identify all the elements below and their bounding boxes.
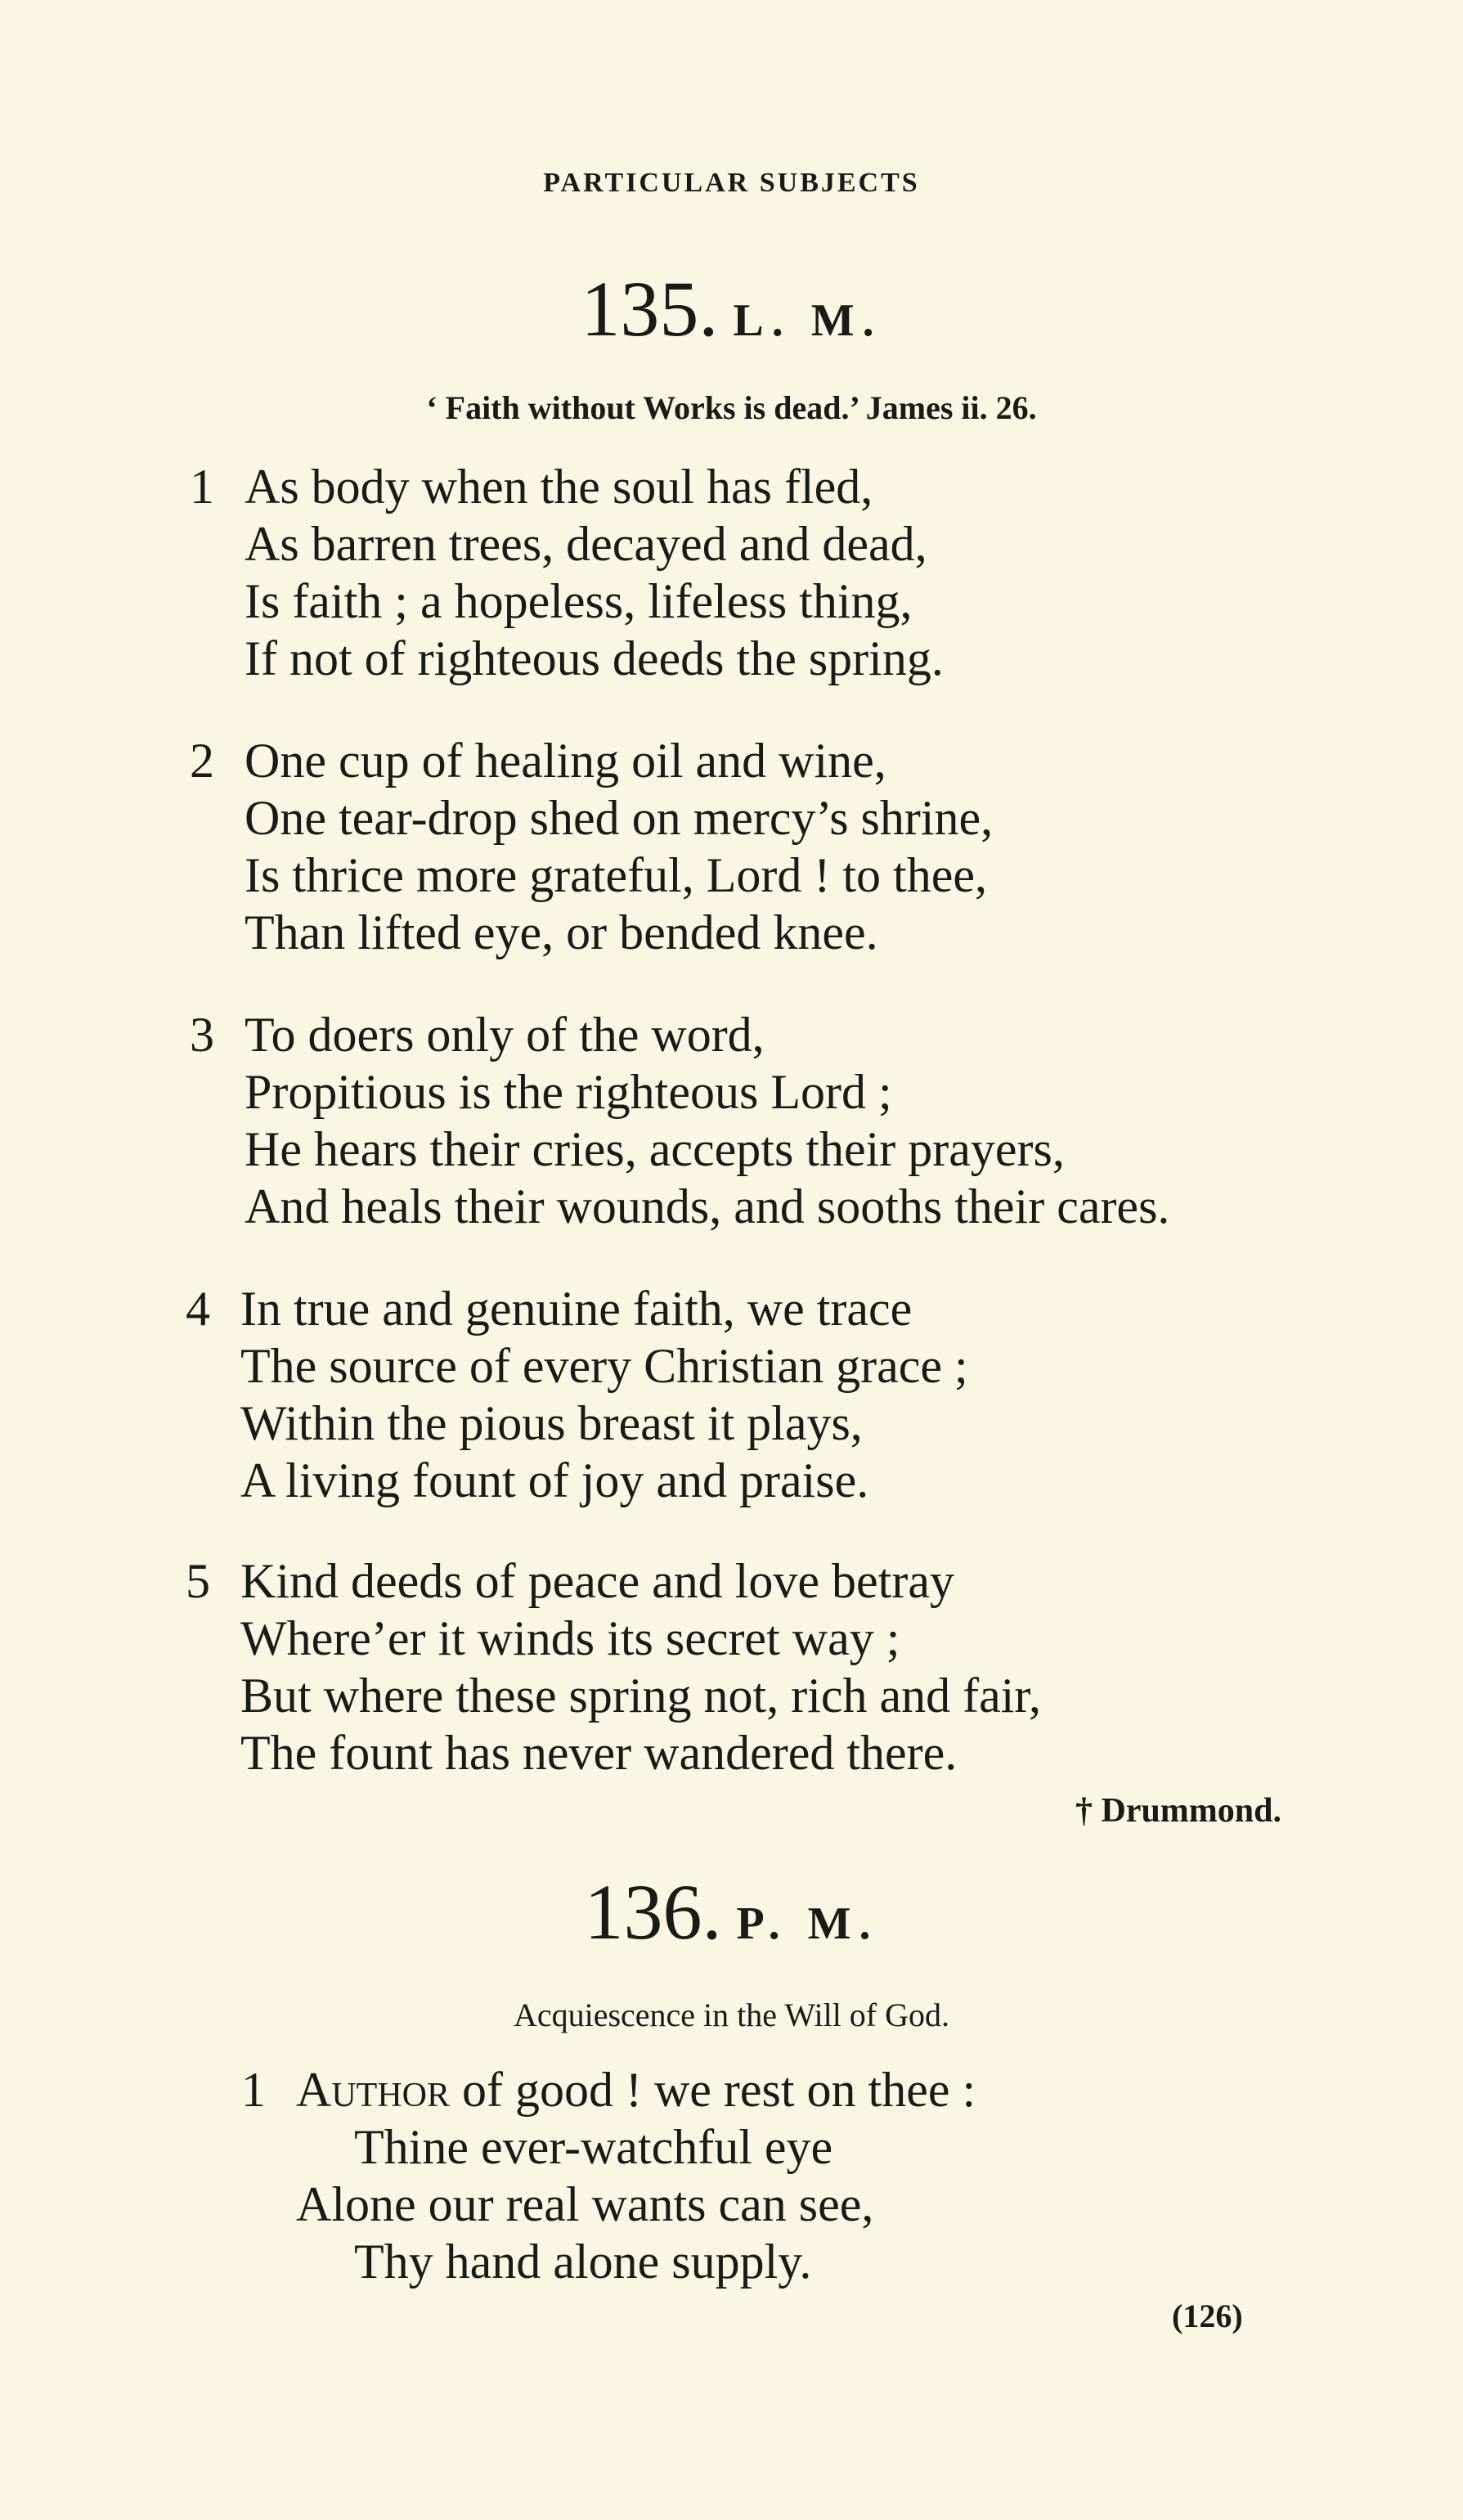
verse-line: Is thrice more grateful, Lord ! to thee, (245, 848, 987, 902)
verse-line: Where’er it winds its secret way ; (240, 1611, 900, 1665)
verse-line: Propitious is the righteous Lord ; (245, 1065, 892, 1119)
hymn-subtitle: ‘ Faith without Works is dead.’ James ii. 26. (426, 389, 1037, 426)
verse-line: And heals their wounds, and sooths their cares. (245, 1179, 1170, 1233)
verse-number: 1 (241, 2063, 266, 2117)
verse-line: 1 Author of good ! we rest on thee : (241, 2063, 976, 2117)
hymn-number: 135. (581, 265, 719, 353)
verse-line: A living fount of joy and praise. (240, 1453, 869, 1507)
verse (0, 1552, 1463, 1781)
running-head: PARTICULAR SUBJECTS (543, 168, 920, 198)
verse-line: Within the pious breast it plays, (240, 1396, 863, 1450)
verse-line: 4 In true and genuine faith, we trace (186, 1282, 913, 1336)
hymn-meter: P. M. (736, 1898, 879, 1949)
verse-number: 5 (186, 1554, 210, 1608)
verse-line: Is faith ; a hopeless, lifeless thing, (245, 574, 913, 628)
verse (0, 1006, 1463, 1235)
page-number: (126) (1172, 2298, 1243, 2334)
author-attribution: † Drummond. (1075, 1792, 1281, 1830)
verse-line: 2 One cup of healing oil and wine, (190, 734, 886, 788)
verse-line: Thy hand alone supply. (354, 2235, 812, 2289)
hymn-heading (0, 265, 1463, 353)
hymn-number: 136. (584, 1868, 722, 1956)
verse-line: Thine ever-watchful eye (354, 2120, 833, 2174)
verse (0, 732, 1463, 961)
hymn-subtitle: Acquiescence in the Will of God. (513, 1997, 950, 2033)
hymn-heading (0, 1868, 1463, 1956)
drop-word: Author (296, 2063, 450, 2117)
verse (0, 1280, 1463, 1509)
verse-line: 3 To doers only of the word, (190, 1008, 765, 1062)
verse-line: 1 As body when the soul has fled, (190, 460, 873, 514)
verse-number: 1 (190, 460, 214, 514)
verse-line: Than lifted eye, or bended knee. (245, 905, 878, 959)
hymn-meter: L. M. (733, 295, 882, 346)
verse-number: 3 (190, 1008, 214, 1062)
verse-line: Alone our real wants can see, (296, 2177, 874, 2231)
verse-line: The fount has never wandered there. (240, 1726, 958, 1780)
verse-line: If not of righteous deeds the spring. (245, 631, 944, 685)
verse-line: He hears their cries, accepts their prayers, (245, 1122, 1065, 1176)
verse (0, 2061, 1463, 2290)
verse-line: 5 Kind deeds of peace and love betray (186, 1554, 954, 1608)
verse-number: 2 (190, 734, 214, 788)
verse (0, 458, 1463, 687)
verse-line: One tear-drop shed on mercy’s shrine, (245, 791, 994, 845)
verse-line: But where these spring not, rich and fair, (240, 1669, 1041, 1723)
verse-line: As barren trees, decayed and dead, (245, 517, 927, 571)
verse-line: The source of every Christian grace ; (240, 1339, 968, 1393)
verse-number: 4 (186, 1282, 210, 1336)
